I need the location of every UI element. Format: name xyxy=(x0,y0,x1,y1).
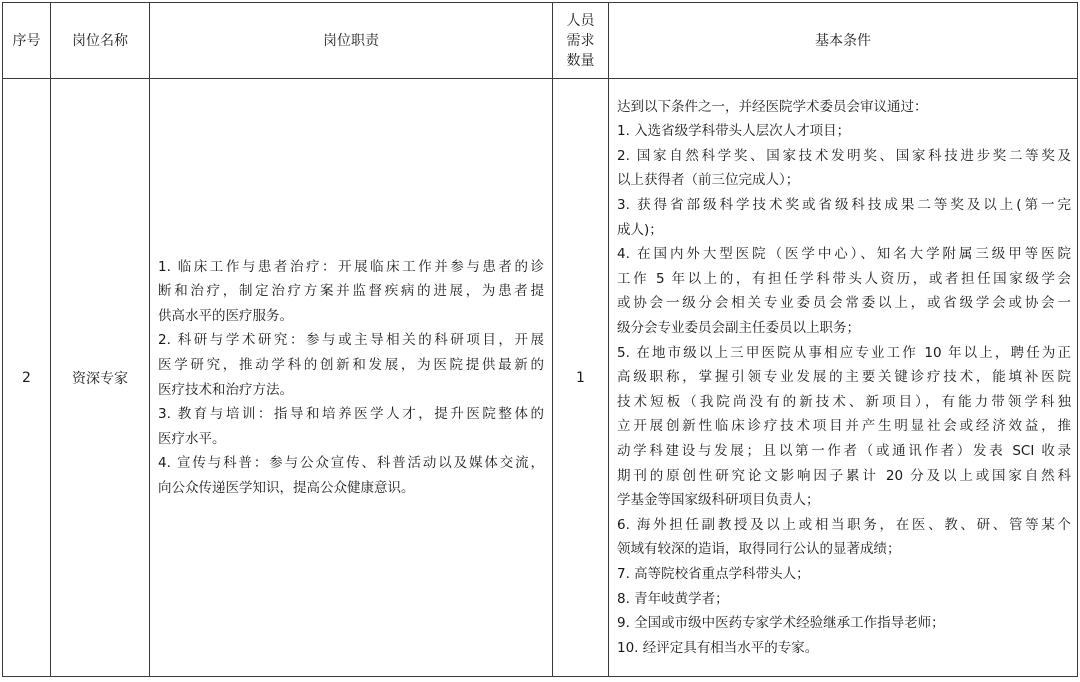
condition-line: 以上获得者（前三位完成人）； xyxy=(617,172,800,189)
condition-line: 级分会专业委员会副主任委员以上职务； xyxy=(617,320,860,337)
condition-line: 动学科建设与发展；且以第一作者（或通讯作者）发表 SCI 收录 xyxy=(617,442,1071,459)
condition-line: 领域有较深的造诣，取得同行公认的显著成绩； xyxy=(617,541,901,558)
condition-line: 或协会一级分会相关专业委员会常委以上，或省级学会或协会一 xyxy=(617,295,1071,312)
condition-line: 5. 在地市级以上三甲医院从事相应专业工作 10 年以上，聘任为正 xyxy=(617,344,1071,361)
cell-duties xyxy=(150,79,553,677)
duty-line: 医学研究，推动学科的创新和发展，为医院提供最新的 xyxy=(158,356,544,373)
header-headcount-line: 人员 xyxy=(566,12,595,29)
condition-line: 4. 在国内外大型医院（医学中心）、知名大学附属三级甲等医院 xyxy=(617,246,1071,263)
duty-line: 3. 教育与培训：指导和培养医学人才，提升医院整体的 xyxy=(158,406,544,423)
duty-line: 医疗水平。 xyxy=(158,430,226,447)
condition-line: 2. 国家自然科学奖、国家技术发明奖、国家科技进步奖二等奖及 xyxy=(617,147,1071,164)
condition-line: 技术短板（我院尚没有的新技术、新项目），有能力带领学科独 xyxy=(617,393,1071,410)
header-position-name: 岗位名称 xyxy=(51,3,150,79)
condition-line: 高级职称，掌握引领专业发展的主要关键诊疗技术，能填补医院 xyxy=(617,369,1071,386)
cell-conditions xyxy=(609,79,1078,677)
condition-line: 工作 5 年以上的，有担任学科带头人资历，或者担任国家级学会 xyxy=(617,270,1071,287)
duties-text xyxy=(158,255,544,501)
duty-line: 向公众传递医学知识，提高公众健康意识。 xyxy=(158,479,415,496)
condition-line: 立开展创新性临床诊疗技术项目并产生明显社会或经济效益，推 xyxy=(617,418,1071,435)
table-row xyxy=(3,79,1078,677)
header-duties: 岗位职责 xyxy=(150,3,553,79)
header-headcount-line: 数量 xyxy=(566,52,595,69)
cell-position-name: 资深专家 xyxy=(51,79,150,677)
duty-line: 2. 科研与学术研究：参与或主导相关的科研项目，开展 xyxy=(158,332,544,349)
duty-line: 4. 宣传与科普：参与公众宣传、科普活动以及媒体交流， xyxy=(158,455,544,472)
condition-line: 6. 海外担任副教授及以上或相当职务，在医、教、研、管等某个 xyxy=(617,516,1071,533)
duty-line: 供高水平的医疗服务。 xyxy=(158,307,293,324)
conditions-text xyxy=(617,95,1071,661)
cell-headcount: 1 xyxy=(553,79,609,677)
condition-line: 9. 全国或市级中医药专家学术经验继承工作指导老师； xyxy=(617,615,945,632)
condition-line: 达到以下条件之一，并经医院学术委员会审议通过： xyxy=(617,98,928,115)
position-table xyxy=(2,2,1078,677)
duty-line: 断和治疗，制定治疗方案并监督疾病的进展，为患者提 xyxy=(158,283,544,300)
condition-line: 8. 青年岐黄学者； xyxy=(617,590,729,607)
condition-line: 7. 高等院校省重点学科带头人； xyxy=(617,565,810,582)
header-seq: 序号 xyxy=(3,3,51,79)
header-headcount-line: 需求 xyxy=(566,32,595,49)
duty-line: 1. 临床工作与患者治疗：开展临床工作并参与患者的诊 xyxy=(158,258,544,275)
condition-line: 3. 获得省部级科学技术奖或省级科技成果二等奖及以上(第一完 xyxy=(617,197,1071,214)
condition-line: 学基金等国家级科研项目负责人； xyxy=(617,492,820,509)
duty-line: 医疗技术和治疗方法。 xyxy=(158,381,293,398)
condition-line: 10. 经评定具有相当水平的专家。 xyxy=(617,639,819,656)
header-headcount xyxy=(553,3,609,79)
header-row xyxy=(3,3,1078,79)
cell-seq: 2 xyxy=(3,79,51,677)
condition-line: 1. 入选省级学科带头人层次人才项目； xyxy=(617,123,851,140)
condition-line: 期刊的原创性研究论文影响因子累计 20 分及以上或国家自然科 xyxy=(617,467,1071,484)
condition-line: 成人)； xyxy=(617,221,663,238)
header-conditions: 基本条件 xyxy=(609,3,1078,79)
